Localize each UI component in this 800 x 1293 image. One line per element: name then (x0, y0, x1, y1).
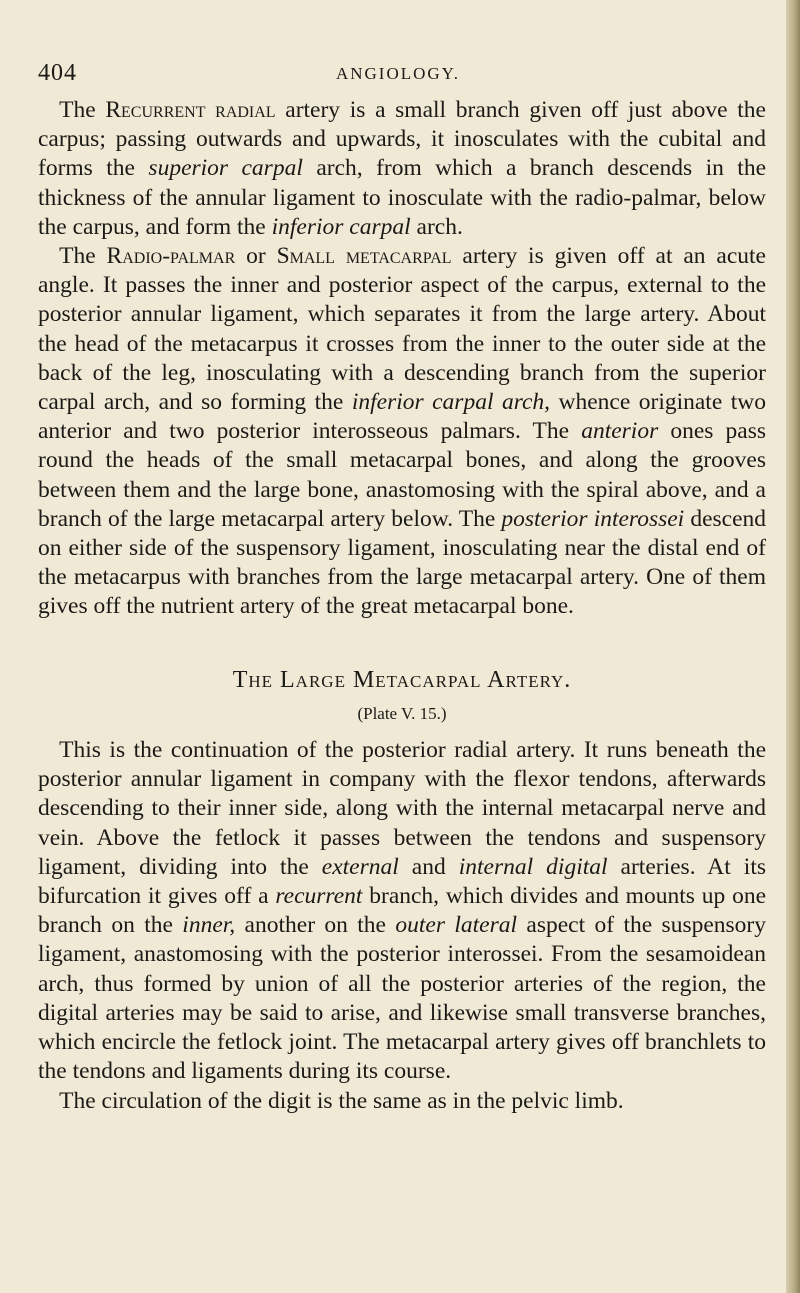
page-edge-shadow (786, 0, 800, 1293)
page-number: 404 (38, 60, 77, 86)
page-header (38, 60, 758, 88)
italic-term: inferior carpal (271, 213, 411, 240)
text-run: descend on either side of the suspensory ligament, inosculating near the distal end of the metacarpus with branches from the large metacarpal artery. One of them gives off the nutrient artery of the great metacarpal bone. (38, 505, 767, 620)
italic-term: outer lateral (395, 912, 518, 939)
italic-term: posterior interossei (501, 505, 685, 532)
text-run: artery is given off at an acute angle. It passes the inner and posterior aspect of the carpus, external to the posterior annular ligament, which separates it from the large artery. About the head of the metacarpus it crosses from the inner to the outer side at the back of the leg, inosculating with a descending branch from the superior carpal arch, and so forming the (38, 243, 766, 416)
text-run: The (59, 243, 107, 270)
small-caps-term: Recurrent radial (105, 97, 276, 123)
small-caps-term: Small metacarpal (276, 243, 452, 270)
text-run: arch. (410, 213, 463, 240)
text-run: arteries. At its bifurcation it gives off a (38, 853, 766, 910)
italic-term: anterior (581, 418, 659, 445)
italic-term: recurrent (275, 883, 363, 910)
paragraph-large-metacarpal (38, 736, 766, 1086)
text-run: or (235, 243, 277, 270)
paragraph-radio-palmar (38, 242, 766, 622)
paragraph-recurrent-radial (38, 96, 766, 242)
text-run: The circulation of the digit is the same as in the pelvic limb. (59, 1087, 624, 1114)
text-run: ones pass round the heads of the small metacarpal bones, and along the grooves between them and the large bone, anastomosing with the spiral above, and a branch of the large metacarpal artery below. The (38, 418, 767, 532)
section-title: The Large Metacarpal Artery. (232, 666, 572, 693)
text-run: arch, from which a branch descends in the thickness of the annular ligament to inosculate with the radio-palmar, below the carpus, and form the (38, 155, 766, 240)
italic-term: internal digital (458, 853, 608, 880)
running-head: ANGIOLOGY. (335, 64, 461, 83)
text-run: and (398, 853, 459, 880)
text-run: This is the continuation of the posterior radial artery. It runs beneath the posterior annular ligament in company with the flexor tendons, afterwards descending to their inner side, along with the internal metacarpal nerve and vein. Above the fetlock it passes between the tendons and suspensory ligament, dividing into the (38, 737, 766, 880)
italic-term: inferior carpal arch, (351, 389, 551, 416)
small-caps-term: Radio-palmar (106, 243, 236, 270)
text-run: artery is a small branch given off just above the carpus; passing outwards and upwards, it inosculates with the cubital and forms the (38, 97, 766, 182)
text-run: whence originate two anterior and two posterior interosseous palmars. The (38, 389, 766, 445)
plate-reference: (Plate V. 15.) (357, 703, 447, 723)
text-run: aspect of the suspensory ligament, anastomosing with the posterior interossei. From the sesamoidean arch, thus formed by union of all the posterior arteries of the region, the digital arteries may be said to arise, and likewise small transverse branches, which encircle the fetlock joint. The metacarpal artery gives off branchlets to the tendons and ligaments during its course. (38, 912, 766, 1085)
text-run: The (59, 97, 106, 123)
italic-term: external (321, 853, 399, 880)
text-run: another on the (235, 912, 396, 939)
paragraph-digit-circulation (38, 1087, 766, 1116)
italic-term: inner, (182, 912, 236, 939)
body-text (38, 96, 766, 1116)
text-run: branch, which divides and mounts up one branch on the (38, 883, 766, 939)
italic-term: superior carpal (148, 155, 303, 182)
